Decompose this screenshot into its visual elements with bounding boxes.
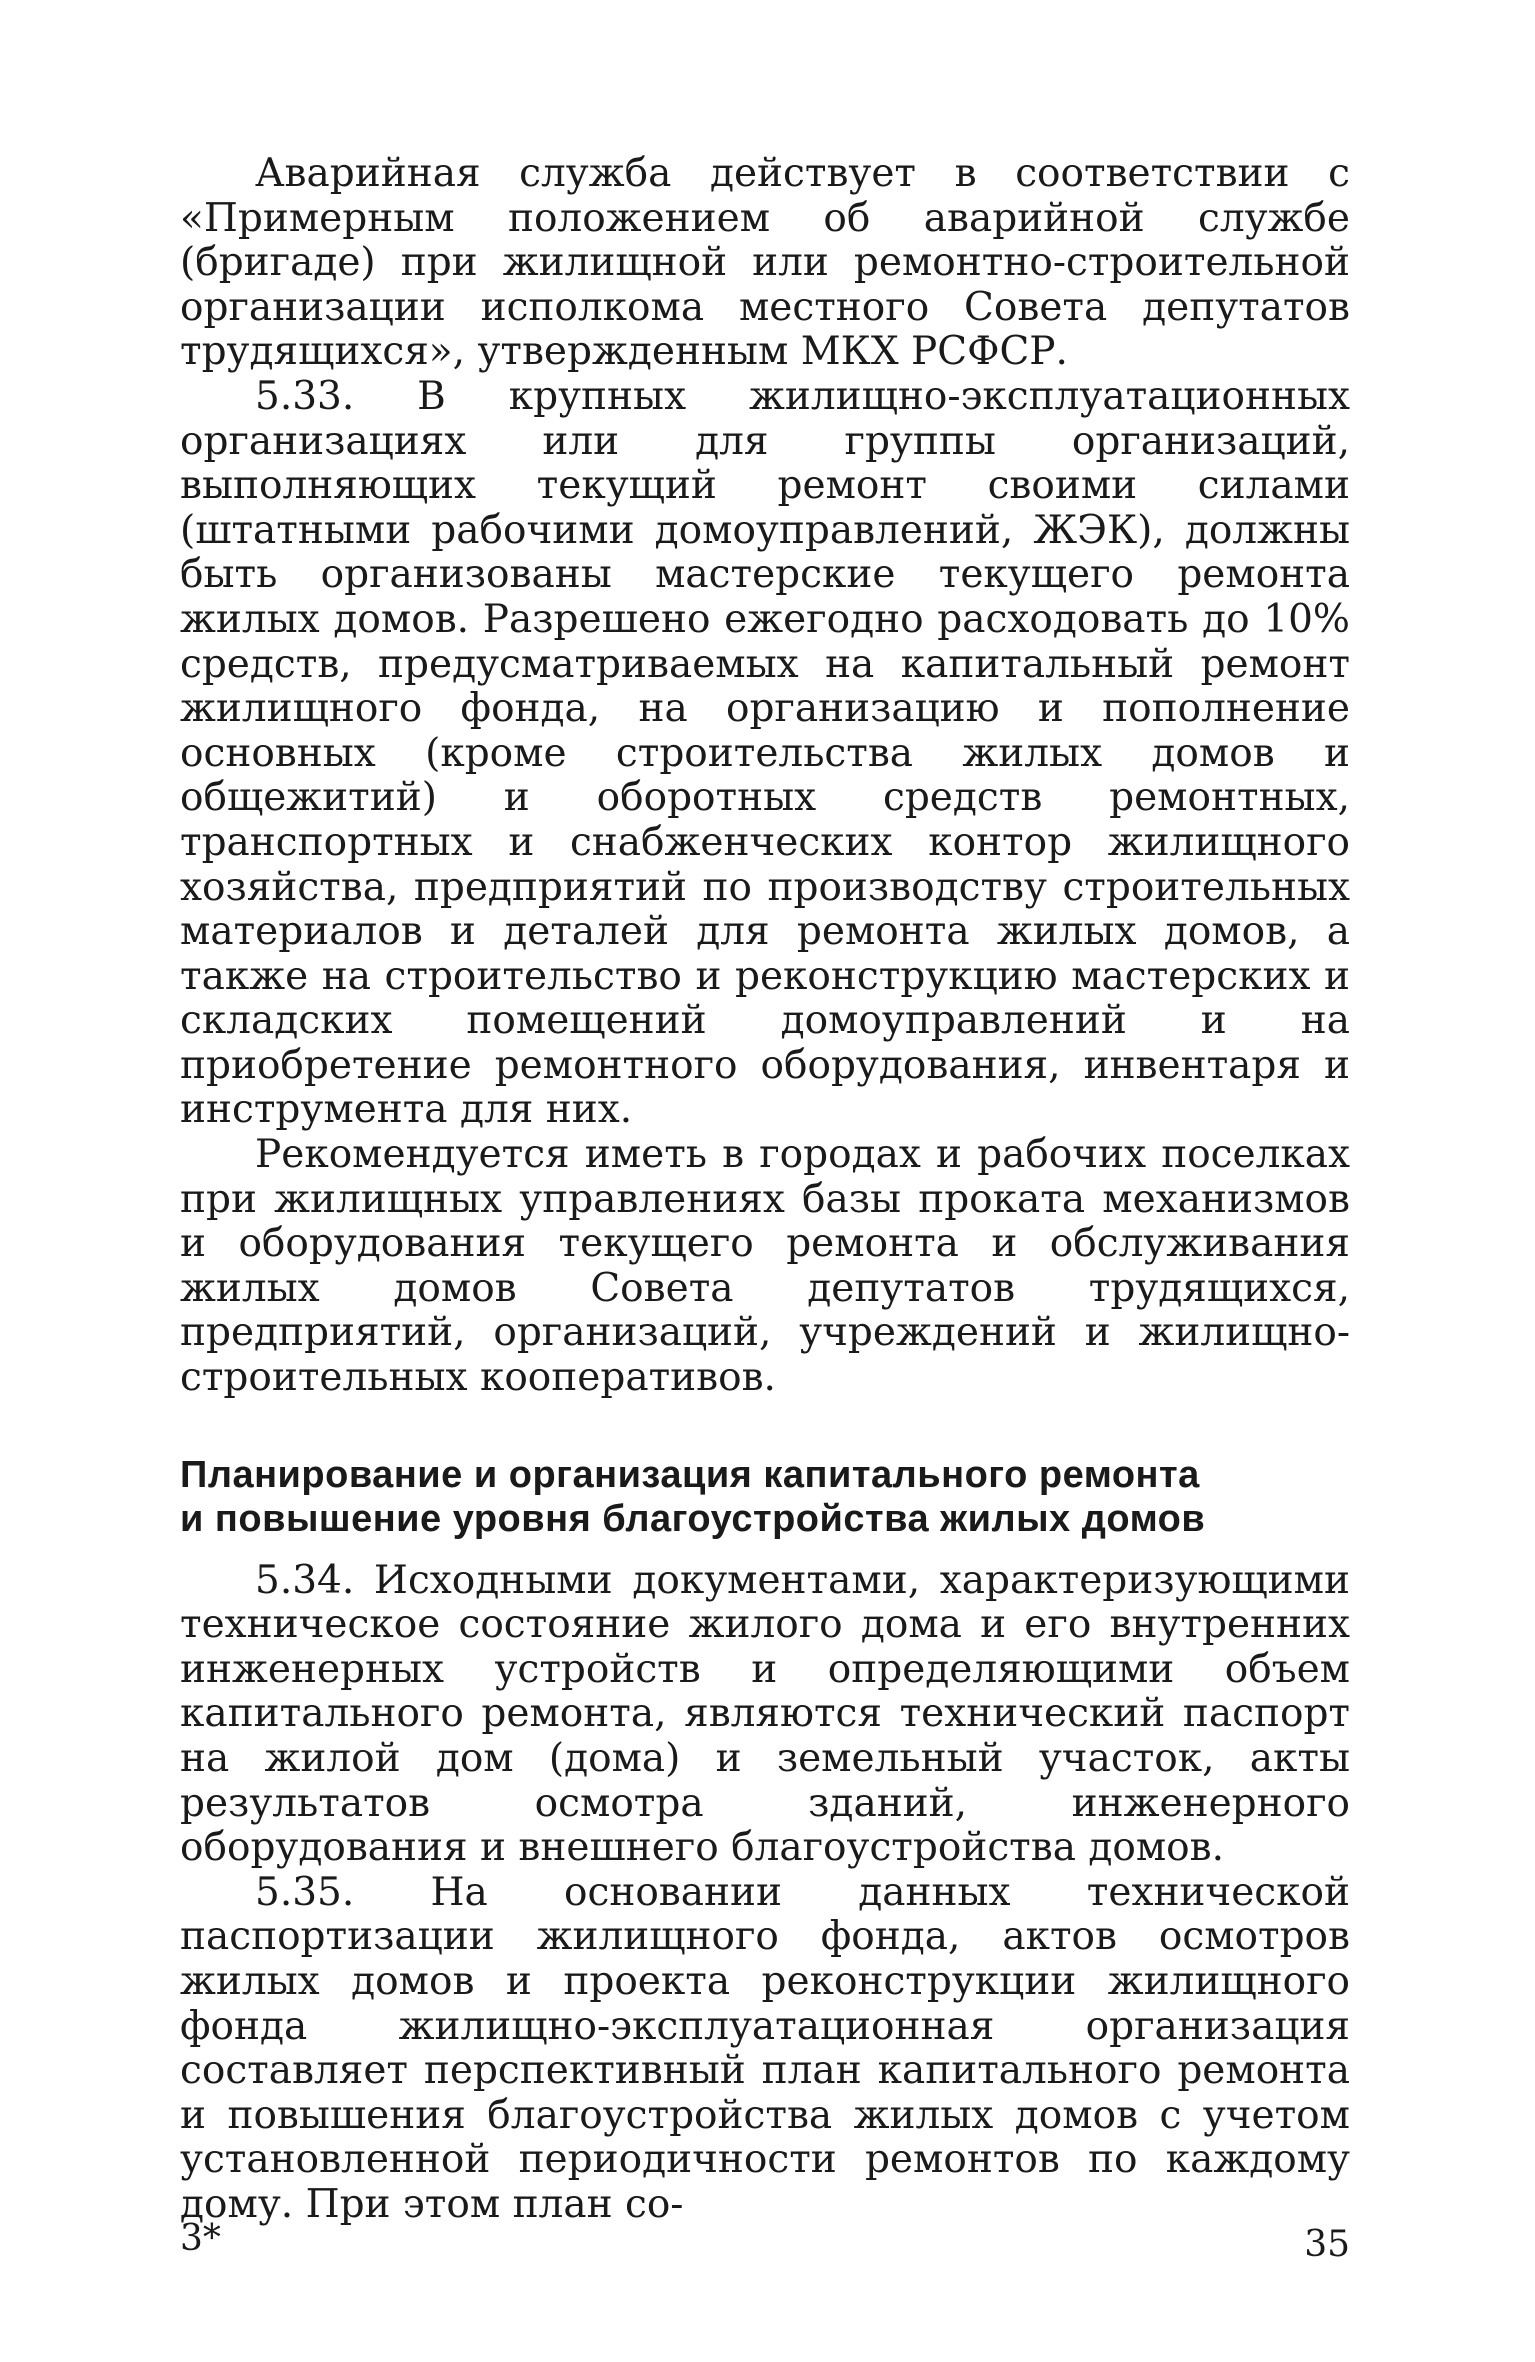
paragraph-5-35: 5.35. На основании данных технической паспортизации жилищного фонда, актов осмотров жилых домов и проекта реконструкции жилищного фонда жилищно-эксплуатационная организация составляет перспективный план капитального ремонта и повышения благоустройства жилых домов с учетом установленной периодичности ремонтов по каждому дому. При этом план со- (180, 1869, 1350, 2227)
page-number: 35 (1304, 2224, 1350, 2265)
section-heading-line-1: Планирование и организация капитального ремонта (180, 1453, 1200, 1496)
paragraph-5-34: 5.34. Исходными документами, характеризующими техническое состояние жилого дома и его внутренних инженерных устройств и определяющими объем капитального ремонта, являются технический паспорт на жилой дом (дома) и земельный участок, акты результатов осмотра зданий, инженерного оборудования и внешнего благоустройства домов. (180, 1557, 1350, 1871)
paragraph-5-33: 5.33. В крупных жилищно-эксплуатационных организациях или для группы организаций, выполняющих текущий ремонт своими силами (штатными рабочими домоуправлений, ЖЭК), должны быть организованы мастерские текущего ремонта жилых домов. Разрешено ежегодно расходовать до 10% средств, предусматриваемых на капитальный ремонт жилищного фонда, на организацию и пополнение основных (кроме строительства жилых домов и общежитий) и оборотных средств ремонтных, транспортных и снабженческих контор жилищного хозяйства, предприятий по производству строительных материалов и деталей для ремонта жилых домов, а также на строительство и реконструкцию мастерских и складских помещений домоуправлений и на приобретение ремонтного оборудования, инвентаря и инструмента для них. (180, 373, 1350, 1133)
section-heading-line-2: и повышение уровня благоустройства жилых домов (180, 1497, 1206, 1540)
paragraph-rental-bases: Рекомендуется иметь в городах и рабочих поселках при жилищных управлениях базы проката механизмов и оборудования текущего ремонта и обслуживания жилых домов Совета депутатов трудящихся, предприятий, организаций, учреждений и жилищно-строительных кооперативов. (180, 1132, 1350, 1401)
page-body (180, 152, 1350, 2228)
section-heading (180, 1453, 1350, 1541)
paragraph-emergency-service: Аварийная служба действует в соответствии с «Примерным положением об аварийной службе (бригаде) при жилищной или ремонтно-строительной организации исполкома местного Совета депутатов трудящихся», утвержденным МКХ РСФСР. (180, 151, 1350, 375)
signature-mark: 3* (180, 2218, 221, 2259)
